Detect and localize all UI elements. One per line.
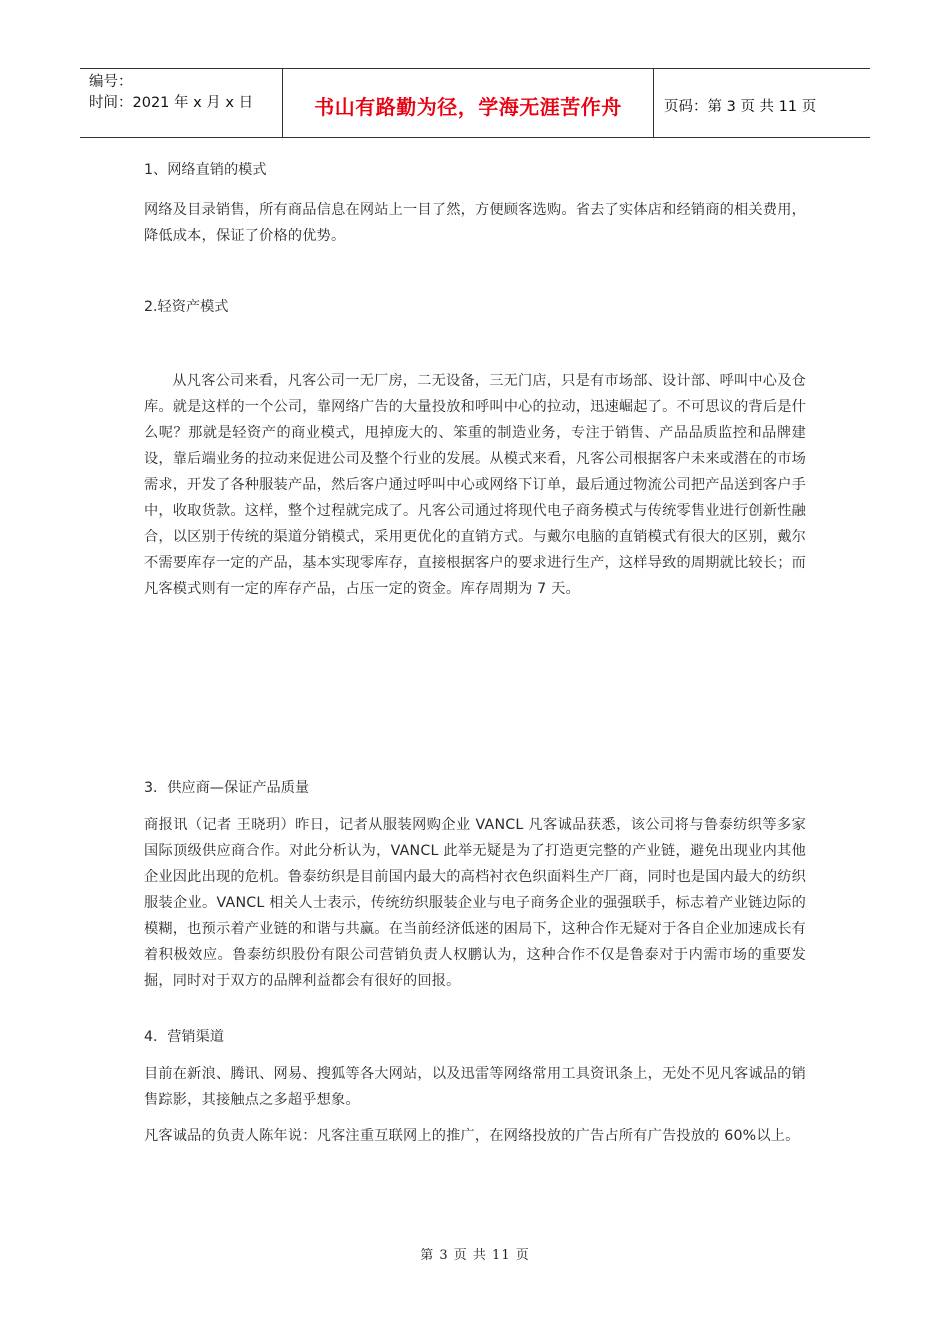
section-2-title: 2.轻资产模式 [144, 299, 229, 315]
section-4-paragraph-2: 凡客诚品的负责人陈年说：凡客注重互联网上的推广，在网络投放的广告占所有广告投放的 60%以上。 [144, 1128, 800, 1144]
section-3-title: 3．供应商—保证产品质量 [144, 780, 310, 796]
number-label: 编号： [89, 74, 133, 90]
section-1-paragraph: 网络及目录销售，所有商品信息在网站上一目了然，方便顾客选购。省去了实体店和经销商的相关费用，降低成本，保证了价格的优势。 [144, 202, 806, 244]
section-2-paragraph: 从凡客公司来看，凡客公司一无厂房，二无设备，三无门店，只是有市场部、设计部、呼叫中心及仓库。就是这样的一个公司，靠网络广告的大量投放和呼叫中心的拉动，迅速崛起了。不可思议的背后是什么呢？那就是轻资产的商业模式，甩掉庞大的、笨重的制造业务，专注于销售、产品品质监控和品牌建设，靠后端业务的拉动来促进公司及整个行业的发展。从模式来看，凡客公司根据客户未来或潜在的市场需求，开发了各种服装产品，然后客户通过呼叫中心或网络下订单，最后通过物流公司把产品送到客户手中，收取货款。这样，整个过程就完成了。凡客公司通过将现代电子商务模式与传统零售业进行创新性融合，以区别于传统的渠道分销模式，采用更优化的直销方式。与戴尔电脑的直销模式有很大的区别，戴尔不需要库存一定的产品，基本实现零库存，直接根据客户的要求进行生产，这样导致的周期就比较长；而凡客模式则有一定的库存产品，占压一定的资金。库存周期为 7 天。 [144, 373, 806, 597]
section-1-title: 1、网络直销的模式 [144, 162, 267, 178]
section-3-paragraph: 商报讯（记者 王晓玥）昨日，记者从服装网购企业 VANCL 凡客诚品获悉，该公司将与鲁泰纺织等多家国际顶级供应商合作。对此分析认为，VANCL 此举无疑是为了打造更完整的产业链，避免出现业内其他企业因此出现的危机。鲁泰纺织是目前国内最大的高档衬衣色织面料生产厂商，同时也是国内最大的纺织服装企业。VANCL 相关人士表示，传统纺织服装企业与电子商务企业的强强联手，标志着产业链边际的模糊，也预示着产业链的和谐与共赢。在当前经济低迷的困局下，这种合作无疑对于各自企业加速成长有着积极效应。鲁泰纺织股份有限公司营销负责人权鹏认为，这种合作不仅是鲁泰对于内需市场的重要发掘，同时对于双方的品牌利益都会有很好的回报。 [144, 817, 806, 989]
header-motto: 书山有路勤为径，学海无涯苦作舟 [282, 69, 654, 137]
time-label: 时间：2021 年 x 月 x 日 [89, 95, 254, 111]
header-left [80, 69, 282, 137]
section-4-title: 4．营销渠道 [144, 1029, 224, 1045]
page-footer: 第 3 页 共 11 页 [420, 1248, 530, 1263]
page-header [80, 68, 870, 138]
header-page-label: 页码：第 3 页 共 11 页 [664, 98, 817, 115]
section-4-paragraph-1: 目前在新浪、腾讯、网易、搜狐等各大网站，以及迅雷等网络常用工具资讯条上，无处不见凡客诚品的销售踪影，其接触点之多超乎想象。 [144, 1066, 806, 1108]
